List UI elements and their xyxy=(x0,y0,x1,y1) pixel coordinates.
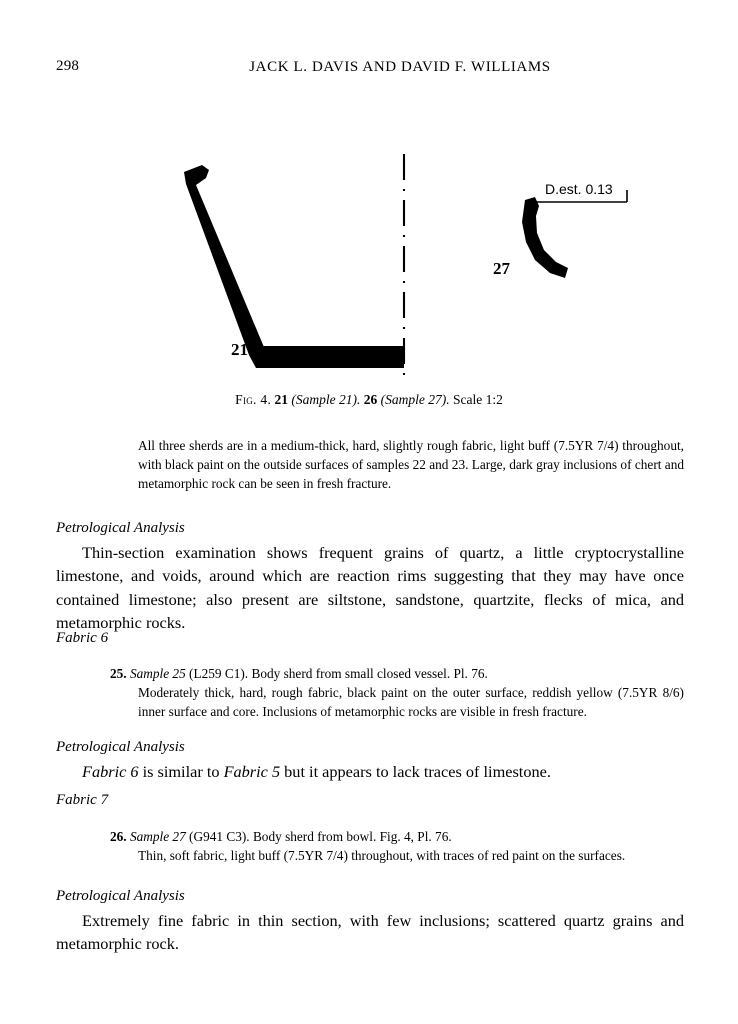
entry-26-reference: (G941 C3). Body sherd from bowl. Fig. 4, Pl. 76. xyxy=(189,829,452,844)
petrological-analysis-3 xyxy=(56,909,684,956)
heading-fabric-6: Fabric 6 xyxy=(56,630,109,646)
petrological-analysis-1-text: Thin-section examination shows frequent grains of quartz, a little cryptocrystalline limestone, and voids, around which are reaction rims suggesting that they may have once contained limestone; also present are siltstone, sandstone, quartzite, flecks of mica, and metamorphic rocks. xyxy=(56,543,684,633)
entry-25-reference: (L259 C1). Body sherd from small closed vessel. Pl. 76. xyxy=(189,666,488,681)
petro-2-connector: is similar to xyxy=(138,762,224,781)
figure-caption-item2-num: 26 xyxy=(363,392,378,407)
entry-26-description: Thin, soft fabric, light buff (7.5YR 7/4) throughout, with traces of red paint on the surfaces. xyxy=(138,847,626,863)
vessel-profile-21 xyxy=(184,165,404,368)
entry-25 xyxy=(110,665,684,722)
figure-caption xyxy=(56,392,682,408)
figure-caption-item2-sample: (Sample 27). xyxy=(380,392,450,407)
entry-26-sample: Sample 27 xyxy=(129,829,186,844)
figure-caption-item1-sample: (Sample 21). xyxy=(291,392,361,407)
petro-2-tail: but it appears to lack traces of limestone. xyxy=(280,762,551,781)
entry-25-sample: Sample 25 xyxy=(129,666,186,681)
heading-petrological-analysis-2: Petrological Analysis xyxy=(56,739,185,755)
heading-petrological-analysis-3: Petrological Analysis xyxy=(56,888,185,904)
entry-26-number: 26. xyxy=(110,829,127,844)
fabric5-description: All three sherds are in a medium-thick, hard, slightly rough fabric, light buff (7.5YR 7/4) throughout, with black paint on the outside surfaces of samples 22 and 23. Large, dark gray inclusions of chert and metamorphic rock can be seen in fresh fracture. xyxy=(138,438,684,491)
figure-drawing xyxy=(56,140,682,390)
petrological-analysis-1 xyxy=(56,541,684,635)
petro-2-fabric5: Fabric 5 xyxy=(223,762,281,781)
running-title: JACK L. DAVIS AND DAVID F. WILLIAMS xyxy=(249,59,551,75)
page-number: 298 xyxy=(56,58,80,74)
figure-label-21: 21 xyxy=(231,340,248,359)
figure-caption-prefix: Fig. 4. xyxy=(235,392,272,407)
figure-caption-scale: Scale 1:2 xyxy=(452,392,503,407)
figure-label-27: 27 xyxy=(493,259,510,278)
entry-25-description: Moderately thick, hard, rough fabric, black paint on the outer surface, reddish yellow (7.5YR 8/6) inner surface and core. Inclusions of metamorphic rocks are visible in fresh fracture. xyxy=(138,684,684,719)
figure-caption-item1-num: 21 xyxy=(274,392,288,407)
vessel-profile-27 xyxy=(522,197,568,278)
diameter-estimate-label: D.est. 0.13 xyxy=(545,181,613,197)
entry-26 xyxy=(110,828,684,866)
petrological-analysis-2 xyxy=(56,760,684,783)
petro-2-fabric6: Fabric 6 xyxy=(82,762,139,781)
entry-25-number: 25. xyxy=(110,666,127,681)
heading-petrological-analysis-1: Petrological Analysis xyxy=(56,520,185,536)
heading-fabric-7: Fabric 7 xyxy=(56,792,109,808)
running-head xyxy=(0,58,738,78)
petrological-analysis-3-text: Extremely fine fabric in thin section, with few inclusions; scattered quartz grains and metamorphic rock. xyxy=(56,911,684,954)
